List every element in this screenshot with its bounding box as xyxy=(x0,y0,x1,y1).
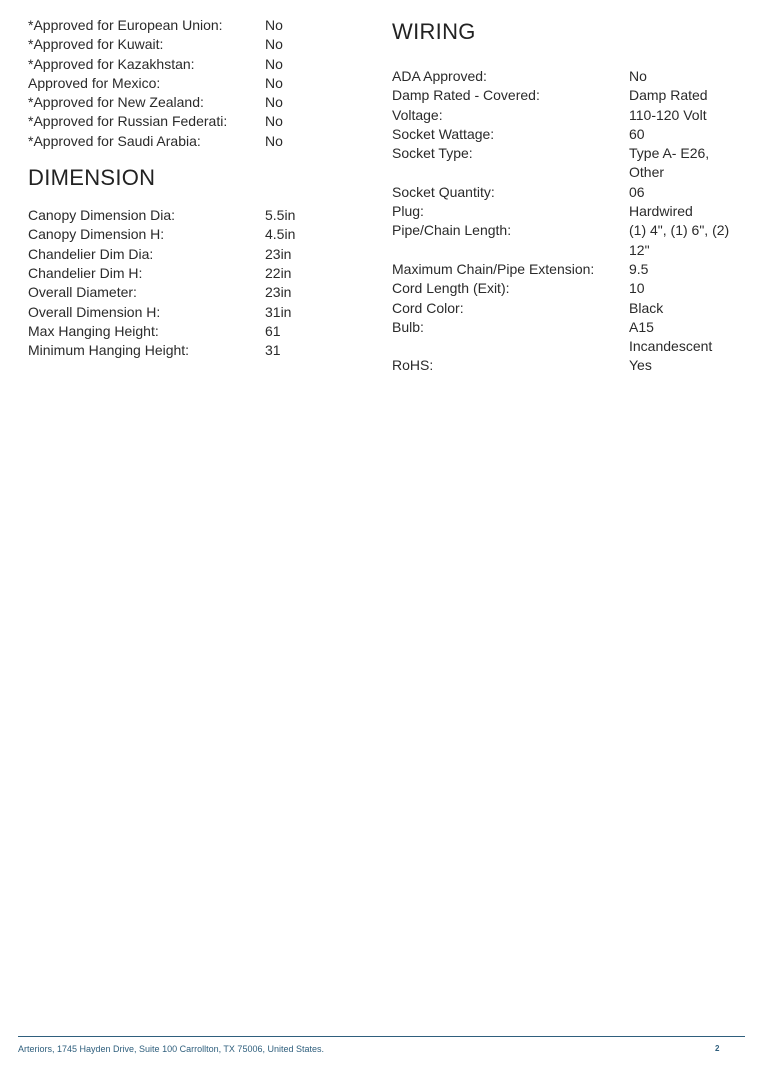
spec-row xyxy=(392,202,742,221)
spec-label: Canopy Dimension Dia: xyxy=(28,207,176,224)
spec-value: 5.5in xyxy=(265,207,296,224)
spec-label: Socket Wattage: xyxy=(392,125,495,142)
spec-row xyxy=(28,112,358,131)
spec-label: ADA Approved: xyxy=(392,68,487,84)
wiring-heading: WIRING xyxy=(392,19,476,44)
spec-value: Type A- E26, Other xyxy=(629,145,710,181)
spec-value: 60 xyxy=(629,125,645,142)
spec-row xyxy=(28,322,358,341)
spec-value: 22in xyxy=(265,264,292,281)
spec-row xyxy=(392,125,742,144)
spec-label: Cord Length (Exit): xyxy=(392,280,510,297)
spec-row xyxy=(392,279,742,298)
spec-label: Voltage: xyxy=(392,106,443,123)
spec-row xyxy=(392,67,742,86)
spec-label: *Approved for European Union: xyxy=(28,17,223,33)
spec-value: 31in xyxy=(265,303,292,320)
spec-value: (1) 4", (1) 6", (2) 12" xyxy=(629,222,730,258)
spec-value: 9.5 xyxy=(629,260,649,277)
spec-label: Pipe/Chain Length: xyxy=(392,222,512,239)
spec-label: *Approved for Russian Federati: xyxy=(28,113,228,130)
spec-row xyxy=(28,55,358,74)
spec-row xyxy=(392,299,742,318)
spec-label: *Approved for New Zealand: xyxy=(28,94,204,111)
spec-label: RoHS: xyxy=(392,357,434,374)
spec-row xyxy=(28,93,358,112)
left-column xyxy=(28,16,358,360)
spec-label: Plug: xyxy=(392,203,424,220)
spec-value: No xyxy=(265,55,283,72)
spec-value: Black xyxy=(629,299,664,316)
spec-value: Yes xyxy=(629,357,652,374)
spec-row xyxy=(28,225,358,244)
spec-value: 61 xyxy=(265,322,281,339)
spec-row xyxy=(392,86,742,105)
footer-address: Arteriors, 1745 Hayden Drive, Suite 100 Carrollton, TX 75006, United States. xyxy=(18,1044,324,1054)
spec-label: Canopy Dimension H: xyxy=(28,226,165,243)
spec-label: Chandelier Dim Dia: xyxy=(28,245,154,262)
spec-value: Hardwired xyxy=(629,203,693,220)
spec-value: No xyxy=(265,74,283,91)
spec-label: Overall Dimension H: xyxy=(28,303,161,320)
spec-label: Maximum Chain/Pipe Extension: xyxy=(392,260,595,277)
spec-row xyxy=(28,74,358,93)
spec-value: A15 Incandescent xyxy=(629,318,713,355)
spec-row xyxy=(392,106,742,125)
spec-label: Damp Rated - Covered: xyxy=(392,87,540,104)
spec-label: Bulb: xyxy=(392,318,424,335)
spec-label: Max Hanging Height: xyxy=(28,322,159,339)
spec-row xyxy=(392,318,742,357)
spec-label: *Approved for Saudi Arabia: xyxy=(28,132,201,149)
right-column xyxy=(392,16,742,376)
spec-label: Overall Diameter: xyxy=(28,284,137,301)
spec-label: Socket Type: xyxy=(392,145,473,162)
page-number: 2 xyxy=(715,1044,720,1053)
spec-label: *Approved for Kazakhstan: xyxy=(28,55,195,72)
spec-row xyxy=(392,356,742,375)
spec-row xyxy=(28,206,358,225)
spec-value: 23in xyxy=(265,284,292,301)
spec-row xyxy=(28,264,358,283)
spec-label: Socket Quantity: xyxy=(392,183,495,200)
spec-label: *Approved for Kuwait: xyxy=(28,36,164,53)
spec-value: 06 xyxy=(629,183,645,200)
spec-row xyxy=(28,16,358,35)
spec-row xyxy=(28,341,358,360)
spec-value: 110-120 Volt xyxy=(629,106,707,123)
spec-value: No xyxy=(265,17,283,33)
spec-label: Cord Color: xyxy=(392,299,464,316)
spec-row xyxy=(392,260,742,279)
footer-divider xyxy=(18,1036,745,1037)
spec-value: 31 xyxy=(265,342,281,359)
spec-row xyxy=(392,221,742,260)
spec-value: 10 xyxy=(629,280,645,297)
spec-label: Approved for Mexico: xyxy=(28,74,161,91)
spec-label: Minimum Hanging Height: xyxy=(28,342,190,359)
spec-row xyxy=(28,132,358,151)
spec-value: Damp Rated xyxy=(629,87,708,104)
spec-row xyxy=(28,283,358,302)
spec-value: No xyxy=(265,132,283,149)
spec-row xyxy=(392,183,742,202)
spec-row xyxy=(28,303,358,322)
spec-value: 4.5in xyxy=(265,226,296,243)
dimension-heading: DIMENSION xyxy=(28,165,156,191)
spec-row xyxy=(392,144,742,183)
spec-row xyxy=(28,35,358,54)
spec-row xyxy=(28,245,358,264)
spec-value: No xyxy=(629,68,647,84)
spec-label: Chandelier Dim H: xyxy=(28,264,143,281)
spec-value: 23in xyxy=(265,245,292,262)
spec-value: No xyxy=(265,36,283,53)
spec-value: No xyxy=(265,94,283,111)
spec-value: No xyxy=(265,113,283,130)
